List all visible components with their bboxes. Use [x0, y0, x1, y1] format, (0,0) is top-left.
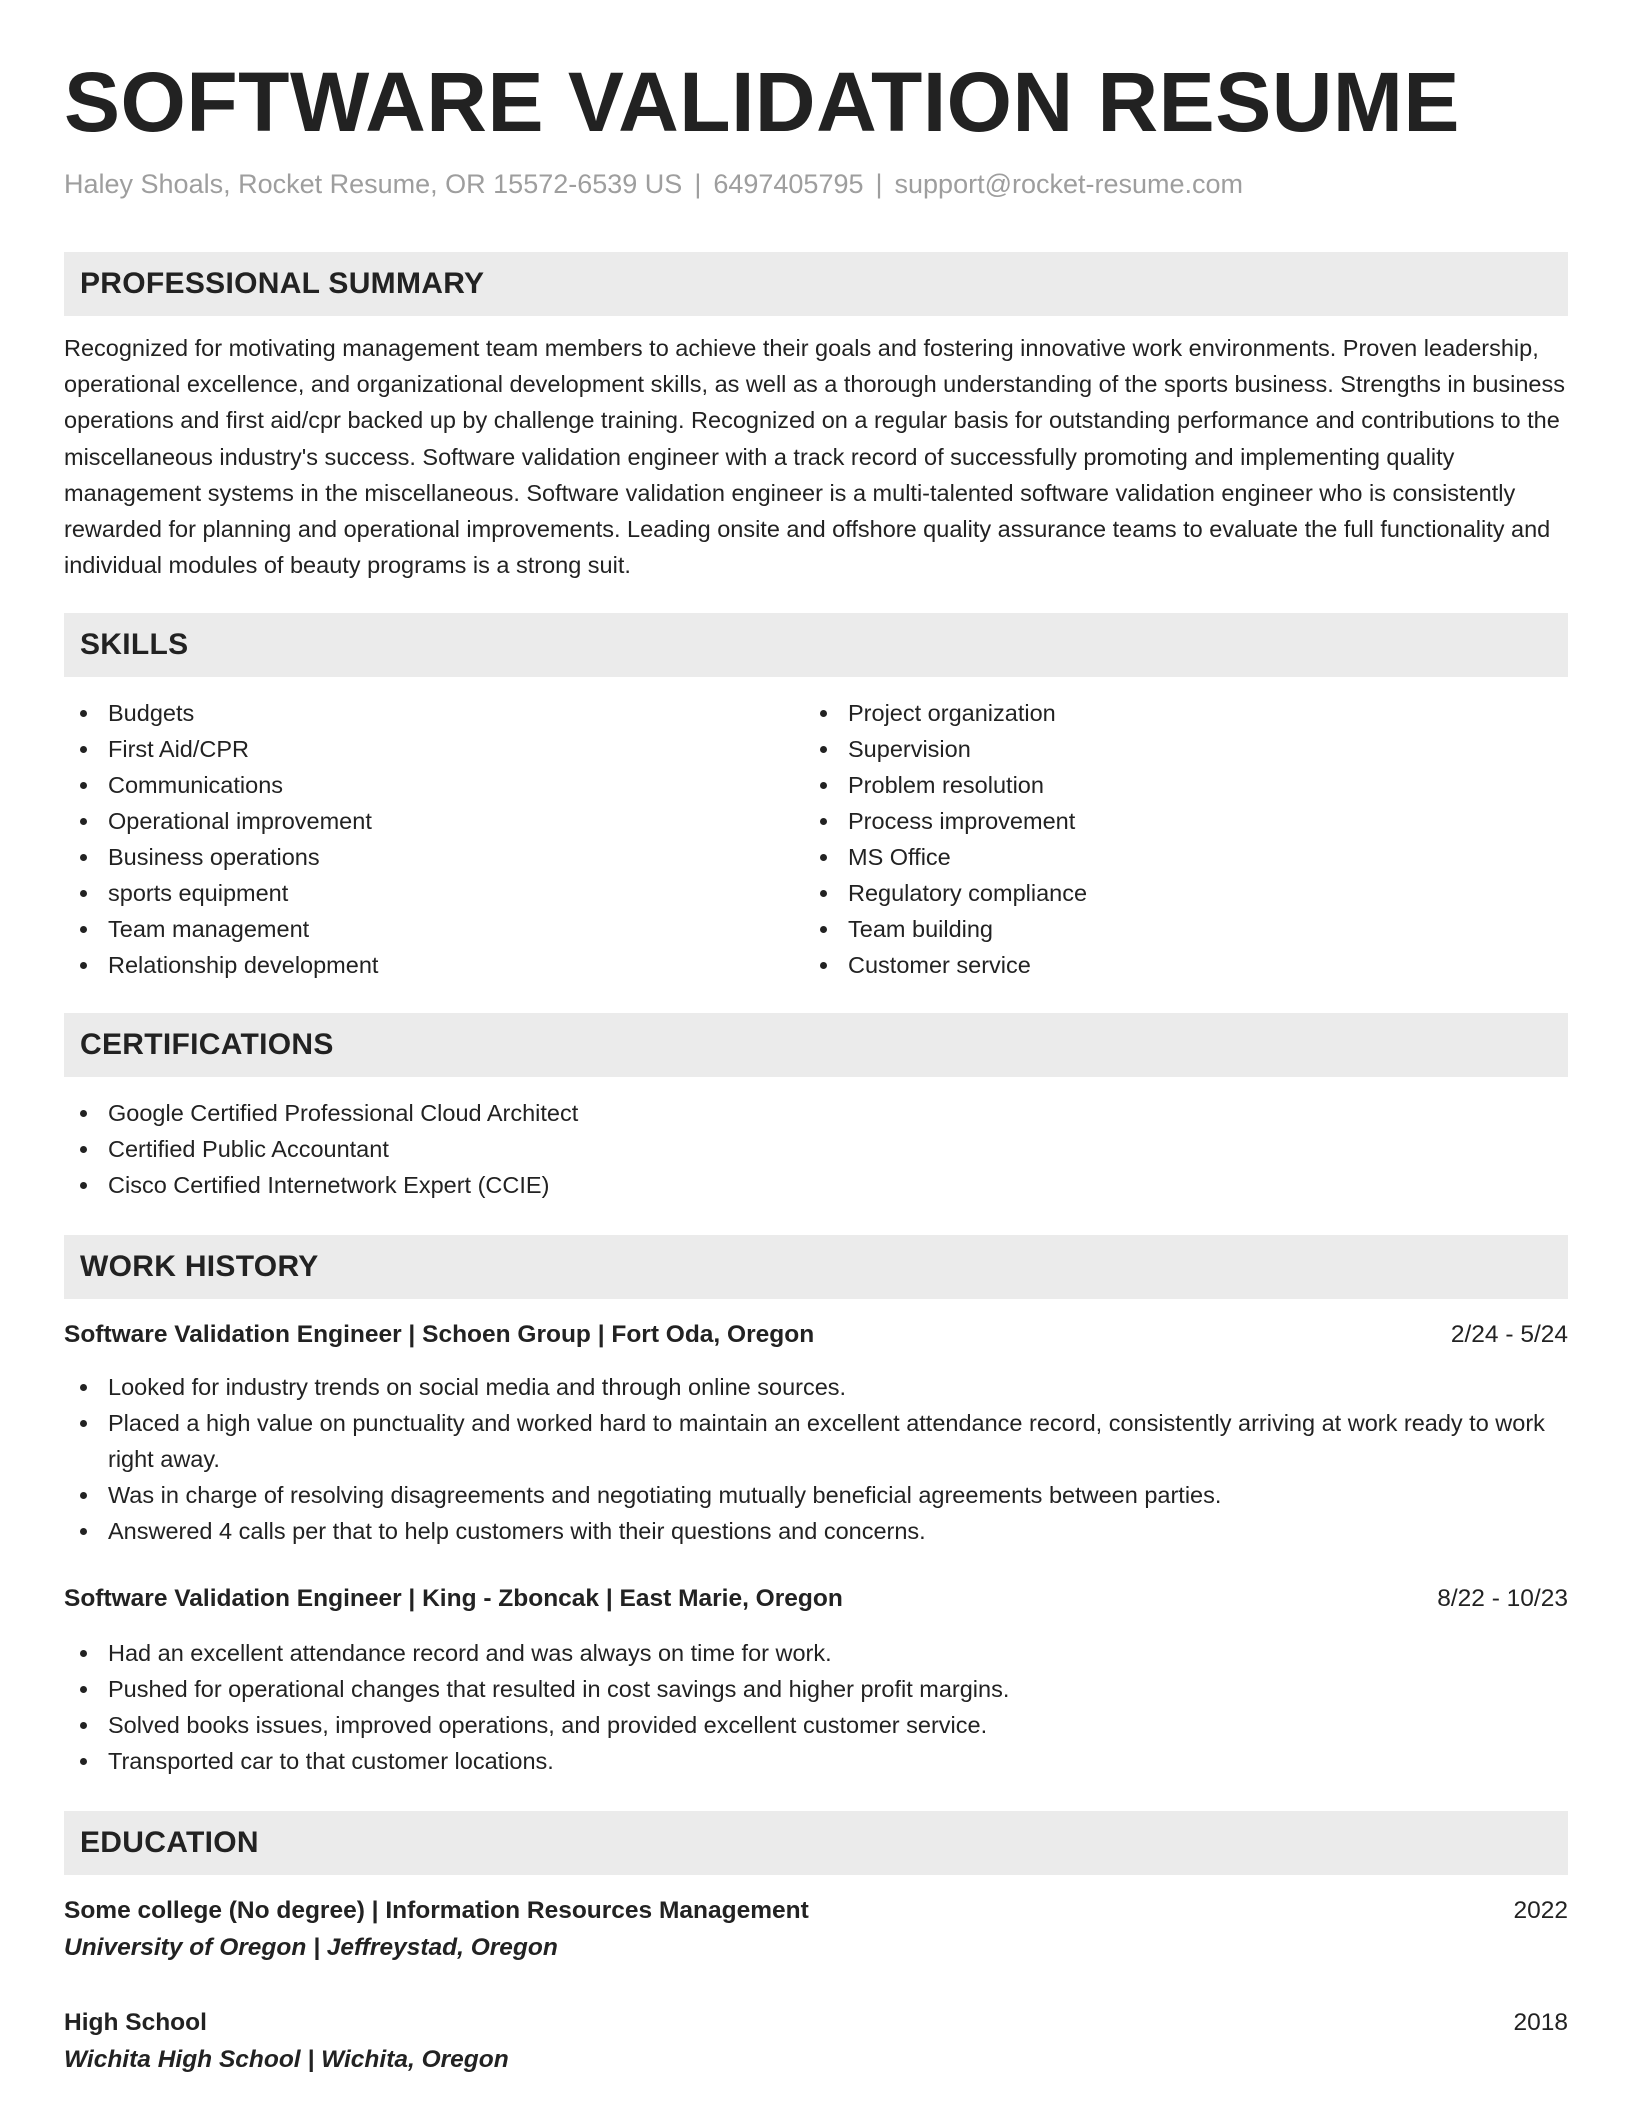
skills-left-column	[64, 695, 804, 983]
education-entry	[64, 1893, 1568, 1967]
job-bullet: Answered 4 calls per that to help customers with their questions and concerns.	[64, 1513, 1568, 1549]
job-header	[64, 1581, 1568, 1617]
certification-item: Cisco Certified Internetwork Expert (CCIE)	[64, 1167, 1568, 1203]
job-entry	[64, 1317, 1568, 1549]
skill-item: Regulatory compliance	[804, 875, 1544, 911]
skills-grid	[64, 695, 1568, 983]
skill-item: Team management	[64, 911, 804, 947]
summary-heading: PROFESSIONAL SUMMARY	[64, 252, 1568, 316]
job-bullet: Was in charge of resolving disagreements and negotiating mutually beneficial agreements between parties.	[64, 1477, 1568, 1513]
skill-item: Relationship development	[64, 947, 804, 983]
contact-separator: |	[694, 169, 702, 199]
contact-address: Haley Shoals, Rocket Resume, OR 15572-6539 US	[64, 169, 683, 199]
certification-item: Google Certified Professional Cloud Architect	[64, 1095, 1568, 1131]
job-bullet: Had an excellent attendance record and was always on time for work.	[64, 1635, 1568, 1671]
skill-item: Team building	[804, 911, 1544, 947]
skill-item: Problem resolution	[804, 767, 1544, 803]
work-history-heading: WORK HISTORY	[64, 1235, 1568, 1299]
skill-item: sports equipment	[64, 875, 804, 911]
contact-line	[64, 166, 1568, 202]
job-bullet: Solved books issues, improved operations, and provided excellent customer service.	[64, 1707, 1568, 1743]
contact-phone: 6497405795	[713, 169, 864, 199]
skill-item: Operational improvement	[64, 803, 804, 839]
education-school: Wichita High School | Wichita, Oregon	[64, 2046, 509, 2074]
certification-item: Certified Public Accountant	[64, 1131, 1568, 1167]
job-bullets	[64, 1369, 1568, 1549]
job-title: Software Validation Engineer | Schoen Group | Fort Oda, Oregon	[64, 1321, 815, 1349]
skill-item: Customer service	[804, 947, 1544, 983]
education-heading: EDUCATION	[64, 1811, 1568, 1875]
education-school: University of Oregon | Jeffreystad, Oregon	[64, 1934, 558, 1962]
skill-item: Project organization	[804, 695, 1544, 731]
contact-separator: |	[875, 169, 883, 199]
skill-item: Supervision	[804, 731, 1544, 767]
skill-item: Communications	[64, 767, 804, 803]
job-bullets	[64, 1635, 1568, 1779]
summary-text: Recognized for motivating management team members to achieve their goals and fostering innovative work environments. Proven leadership, operational excellence, and organizational development skills, as well as a thorough understanding of the sports business. Strengths in business operations and first aid/cpr backed up by challenge training. Recognized on a regular basis for outstanding performance and contributions to the miscellaneous industry's success. Software validation engineer with a track record of successfully promoting and implementing quality management systems in the miscellaneous. Software validation engineer is a multi-talented software validation engineer who is consistently rewarded for planning and operational improvements. Leading onsite and offshore quality assurance teams to evaluate the full functionality and individual modules of beauty programs is a strong suit.	[64, 335, 1565, 579]
skills-right-column	[804, 695, 1544, 983]
skill-item: Business operations	[64, 839, 804, 875]
skill-item: Process improvement	[804, 803, 1544, 839]
skill-item: Budgets	[64, 695, 804, 731]
job-header	[64, 1317, 1568, 1353]
contact-email: support@rocket-resume.com	[894, 169, 1244, 199]
education-header	[64, 1893, 1568, 1929]
certifications-list	[64, 1095, 1568, 1203]
education-degree: High School	[64, 2009, 207, 2037]
education-year: 2018	[1513, 2009, 1568, 2037]
education-entry	[64, 2005, 1568, 2079]
job-entry	[64, 1581, 1568, 1779]
resume-title: SOFTWARE VALIDATION RESUME	[64, 55, 1460, 149]
job-title: Software Validation Engineer | King - Zboncak | East Marie, Oregon	[64, 1585, 843, 1613]
job-bullet: Looked for industry trends on social media and through online sources.	[64, 1369, 1568, 1405]
education-degree: Some college (No degree) | Information Resources Management	[64, 1897, 809, 1925]
skills-heading: SKILLS	[64, 613, 1568, 677]
certifications-heading: CERTIFICATIONS	[64, 1013, 1568, 1077]
job-bullet: Pushed for operational changes that resulted in cost savings and higher profit margins.	[64, 1671, 1568, 1707]
education-year: 2022	[1513, 1897, 1568, 1925]
skill-item: First Aid/CPR	[64, 731, 804, 767]
education-header	[64, 2005, 1568, 2041]
skill-item: MS Office	[804, 839, 1544, 875]
job-bullet: Placed a high value on punctuality and worked hard to maintain an excellent attendance record, consistently arriving at work ready to work right away.	[64, 1405, 1568, 1477]
job-dates: 8/22 - 10/23	[1437, 1585, 1568, 1613]
job-bullet: Transported car to that customer locations.	[64, 1743, 1568, 1779]
job-dates: 2/24 - 5/24	[1450, 1321, 1568, 1349]
